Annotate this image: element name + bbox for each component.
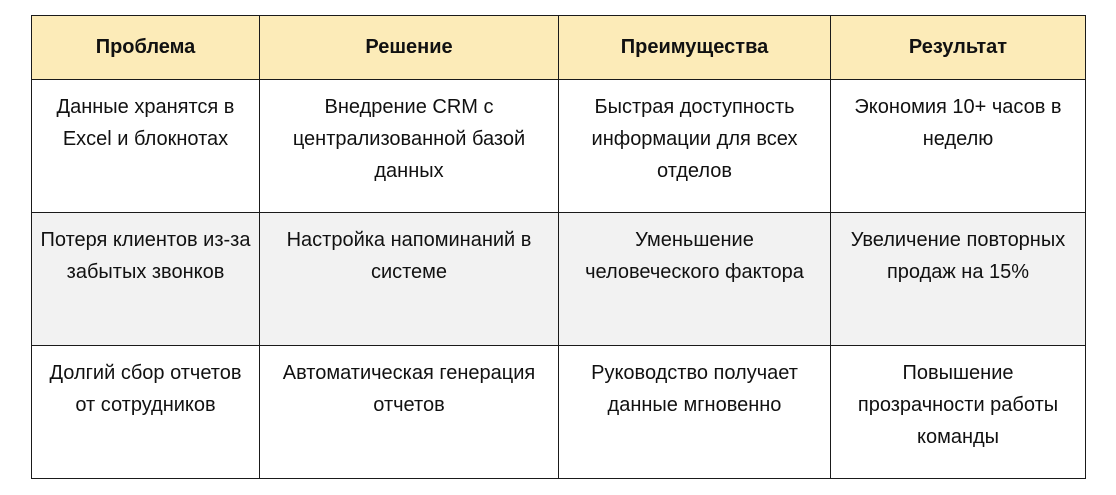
cell-text: Данные хранятся в Excel и блокнотах [56,96,235,150]
header-cell-benefits: Преимущества [559,16,831,80]
cell-text: Экономия 10+ часов в неделю [854,96,1062,150]
table-row [32,80,1086,213]
cell-text: Уменьшение человеческого фактора [585,229,804,283]
cell-text: Внедрение CRM с централизованной базой данных [292,96,526,182]
table-row [32,346,1086,479]
table-cell-benefits [559,80,831,213]
cell-text: Потеря клиентов из-за забытых звонков [40,229,251,283]
cell-text: Настройка напоминаний в системе [286,229,532,283]
table-cell-solution [260,346,559,479]
table-cell-result [831,80,1086,213]
header-row [32,16,1086,80]
table-body [32,80,1086,479]
table-header [32,16,1086,80]
header-cell-result: Результат [831,16,1086,80]
table-cell-solution [260,213,559,346]
header-cell-solution: Решение [260,16,559,80]
cell-text: Руководство получает данные мгновенно [591,362,798,416]
cell-text: Быстрая доступность информации для всех отделов [591,96,798,182]
table-cell-solution [260,80,559,213]
header-cell-problem: Проблема [32,16,260,80]
table-cell-benefits [559,346,831,479]
table-cell-problem [32,346,260,479]
cell-text: Долгий сбор отчетов от сотрудников [49,362,242,416]
cell-text: Автоматическая генерация отчетов [282,362,536,416]
table-cell-result [831,346,1086,479]
table-cell-result [831,213,1086,346]
table-cell-problem [32,213,260,346]
cell-text: Повышение прозрачности работы команды [857,362,1059,448]
comparison-table [31,15,1086,479]
cell-text: Увеличение повторных продаж на 15% [850,229,1066,283]
table-row [32,213,1086,346]
table-cell-benefits [559,213,831,346]
table-cell-problem [32,80,260,213]
